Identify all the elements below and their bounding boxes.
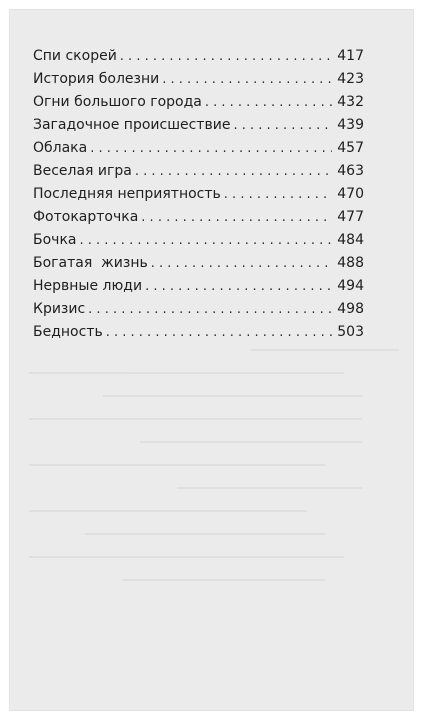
- dot-leader: [224, 183, 332, 206]
- toc-entry: [33, 321, 364, 344]
- dot-leader: [233, 114, 332, 137]
- entry-page-number: 470: [337, 186, 364, 202]
- dot-leader: [90, 137, 332, 160]
- toc-entry: [33, 114, 364, 137]
- toc-entry: [33, 206, 364, 229]
- dot-leader: [205, 91, 332, 114]
- entry-title: Спи скорей: [33, 48, 117, 64]
- dot-leader: [106, 321, 332, 344]
- show-through-text: [29, 349, 399, 649]
- entry-title: Фотокарточка: [33, 209, 139, 225]
- entry-page-number: 488: [337, 255, 364, 271]
- entry-page-number: 484: [337, 232, 364, 248]
- entry-title: Богатая жизнь: [33, 255, 148, 271]
- toc-entry: [33, 160, 364, 183]
- entry-title: Бочка: [33, 232, 77, 248]
- toc-entry: [33, 137, 364, 160]
- toc-entry: [33, 183, 364, 206]
- dot-leader: [145, 275, 332, 298]
- entry-title: Кризис: [33, 301, 86, 317]
- dot-leader: [141, 206, 332, 229]
- entry-title: Огни большого города: [33, 94, 202, 110]
- toc-entry: [33, 275, 364, 298]
- dot-leader: [151, 252, 332, 275]
- toc-entry: [33, 229, 364, 252]
- entry-page-number: 494: [337, 278, 364, 294]
- entry-page-number: 439: [337, 117, 364, 133]
- dot-leader: [88, 298, 332, 321]
- toc-entry: [33, 298, 364, 321]
- entry-title: Последняя неприятность: [33, 186, 221, 202]
- entry-page-number: 498: [337, 301, 364, 317]
- entry-title: Веселая игра: [33, 163, 132, 179]
- entry-page-number: 417: [337, 48, 364, 64]
- book-page: [9, 9, 414, 711]
- entry-page-number: 477: [337, 209, 364, 225]
- entry-title: Облака: [33, 140, 88, 156]
- toc-entry: [33, 252, 364, 275]
- entry-page-number: 423: [337, 71, 364, 87]
- dot-leader: [135, 160, 332, 183]
- entry-page-number: 432: [337, 94, 364, 110]
- entry-title: История болезни: [33, 71, 160, 87]
- dot-leader: [162, 68, 332, 91]
- table-of-contents: [33, 45, 364, 344]
- entry-title: Бедность: [33, 324, 103, 340]
- entry-page-number: 457: [337, 140, 364, 156]
- entry-page-number: 463: [337, 163, 364, 179]
- dot-leader: [79, 229, 332, 252]
- toc-entry: [33, 91, 364, 114]
- entry-page-number: 503: [337, 324, 364, 340]
- entry-title: Нервные люди: [33, 278, 143, 294]
- dot-leader: [120, 45, 332, 68]
- toc-entry: [33, 68, 364, 91]
- toc-entry: [33, 45, 364, 68]
- entry-title: Загадочное происшествие: [33, 117, 231, 133]
